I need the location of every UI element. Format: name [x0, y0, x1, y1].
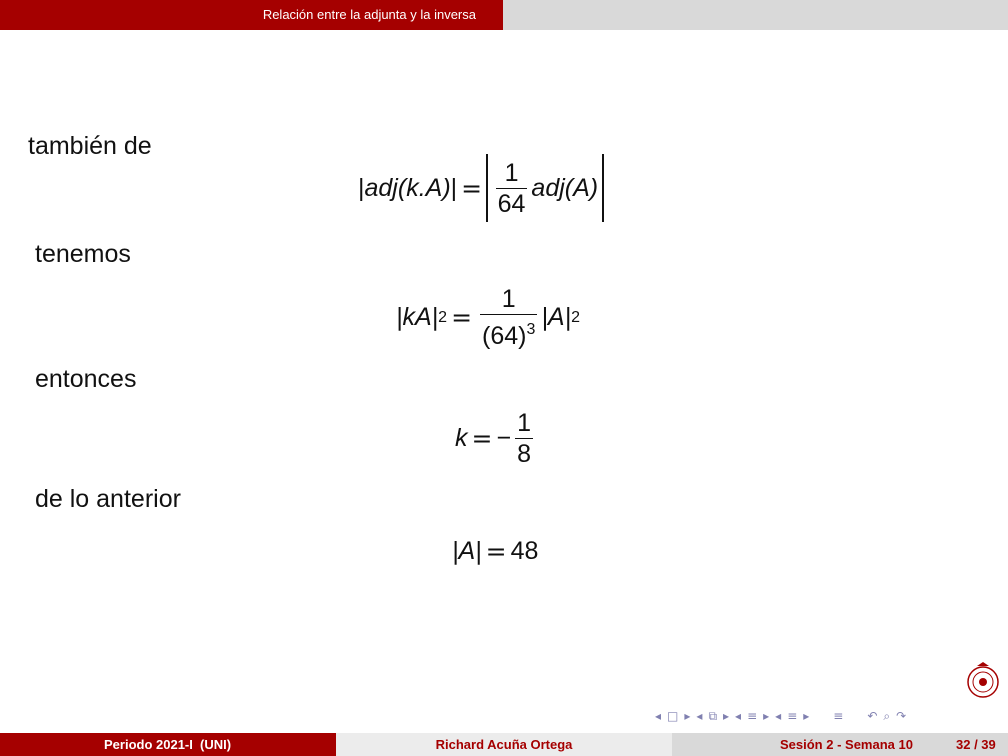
- text-tambien-de: también de: [28, 132, 152, 160]
- footer-left: [0, 733, 336, 756]
- abs-bar: |: [450, 173, 458, 202]
- footer-institution: (UNI): [200, 737, 232, 752]
- redo-icon[interactable]: ↷: [896, 709, 907, 723]
- variable-k: k: [455, 424, 468, 452]
- exponent: 2: [438, 308, 448, 326]
- footer-session: Sesión 2 - Semana 10: [780, 737, 913, 752]
- text-de-lo-anterior: de lo anterior: [35, 485, 181, 513]
- prev-subsection-icon[interactable]: ◂: [696, 709, 703, 723]
- footer-bar: [0, 733, 1008, 756]
- next-frame-icon[interactable]: ▸: [684, 709, 691, 723]
- numerator: 1: [501, 285, 516, 313]
- outline-icon[interactable]: ≡: [833, 709, 844, 723]
- undo-icon[interactable]: ↶: [867, 709, 878, 723]
- denominator-exponent: 3: [526, 321, 536, 338]
- equation-adj-kA: [358, 154, 604, 222]
- part-icon[interactable]: ≡: [787, 709, 798, 723]
- university-seal-logo: [965, 660, 1001, 700]
- equals-sign: =: [485, 537, 507, 566]
- prev-frame-icon[interactable]: ◂: [655, 709, 662, 723]
- adj-argument: (A): [564, 173, 599, 202]
- abs-A: |A|: [541, 303, 572, 331]
- abs-bar-large: [602, 154, 604, 222]
- subsection-icon[interactable]: ⧉: [708, 708, 718, 723]
- next-subsection-icon[interactable]: ▸: [723, 709, 730, 723]
- abs-kA: |kA|: [396, 303, 439, 331]
- text-entonces: entonces: [35, 365, 137, 393]
- det-value: 48: [510, 537, 539, 565]
- numerator: 1: [504, 158, 519, 187]
- abs-bar: |: [358, 173, 365, 202]
- numerator: 1: [517, 409, 531, 437]
- adj-argument: (k.A): [397, 173, 451, 202]
- equation-k: [455, 408, 537, 469]
- section-icon[interactable]: ≡: [747, 709, 758, 723]
- equals-sign: =: [461, 173, 483, 203]
- frame-icon[interactable]: □: [667, 709, 679, 723]
- abs-bar-large: [486, 154, 488, 222]
- denominator-base: (64): [482, 322, 527, 350]
- next-section-icon[interactable]: ▸: [763, 709, 770, 723]
- search-icon[interactable]: ⌕: [883, 708, 891, 723]
- footer-right: [672, 733, 1008, 756]
- next-part-icon[interactable]: ▸: [803, 709, 810, 723]
- abs-A: |A|: [452, 537, 482, 565]
- section-title: Relación entre la adjunta y la inversa: [0, 0, 503, 30]
- fraction: [515, 408, 533, 469]
- footer-page-number: 32 / 39: [956, 737, 996, 752]
- minus-sign: −: [496, 424, 512, 452]
- equation-det-A: [452, 537, 538, 566]
- text-tenemos: tenemos: [35, 240, 131, 268]
- prev-section-icon[interactable]: ◂: [735, 709, 742, 723]
- adj-symbol: adj: [364, 173, 398, 202]
- equation-kA-squared: [396, 284, 580, 351]
- fraction: [480, 284, 537, 351]
- adj-symbol: adj: [531, 173, 565, 202]
- header-bar: [0, 0, 1008, 30]
- prev-part-icon[interactable]: ◂: [775, 709, 782, 723]
- fraction: [496, 158, 528, 219]
- equals-sign: =: [451, 303, 473, 332]
- denominator: 64: [497, 189, 526, 218]
- denominator: [480, 314, 537, 351]
- exponent: 2: [571, 308, 580, 326]
- beamer-navigation: [655, 706, 906, 726]
- denominator: 8: [517, 440, 531, 468]
- footer-period: Periodo 2021-I: [104, 737, 193, 752]
- equals-sign: =: [471, 424, 493, 453]
- footer-author: Richard Acuña Ortega: [336, 733, 672, 756]
